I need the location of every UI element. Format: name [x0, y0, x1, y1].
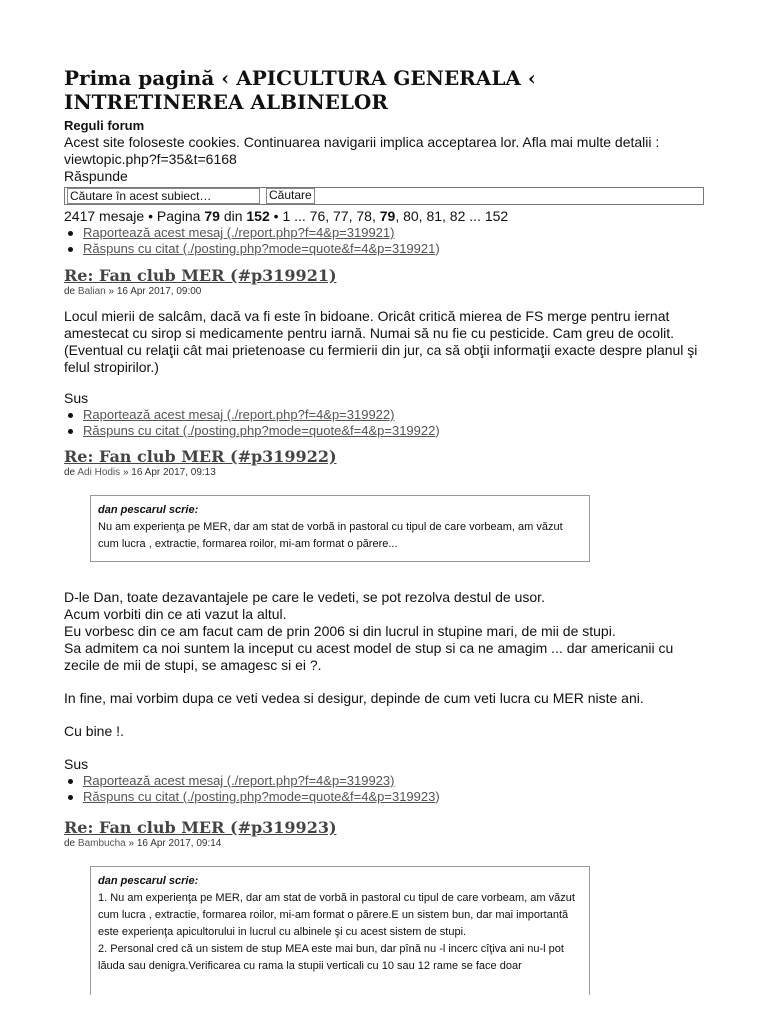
page-links-before[interactable]: 1 ... 76, 77, 78,: [282, 208, 376, 224]
quote-cite: dan pescarul scrie:: [98, 875, 199, 887]
post-body: D-le Dan, toate dezavantajele pe care le vedeti, se pot rezolva destul de usor. Acum vorbiti din ce ati vazut la altul. Eu vorbesc din ce am facut cam de prin 2006 si din lucrul in stupine mari, de mii de stupi. Sa admitem ca noi suntem la inceput cu acest model de stup si ca ne amagim ... dar americanii cu zecile de mii de stupi, se amagesc si ei ?. In fine, mai vorbim dupa ce veti vedea si desigur, depinde de cum veti lucra cu MER niste ani. Cu bine !.: [64, 589, 674, 739]
post-actions: [64, 773, 704, 805]
post-date: » 16 Apr 2017, 09:13: [122, 467, 216, 478]
post-date: » 16 Apr 2017, 09:14: [128, 838, 222, 849]
reply-link[interactable]: Răspunde: [64, 168, 128, 184]
report-link[interactable]: Raportează acest mesaj (./report.php?f=4&p=319921): [83, 225, 395, 240]
quote-text: 1. Nu am experienţa pe MER, dar am stat de vorbă in pastoral cu tipul de care vorbeam, am văzut cum lucra , extractie, formarea roilor, mi-am format o părere.E un sistem bun, dar mai importantă este experienţa apicultorului in lucrul cu albinele şi cu acest sistem de stupi.: [98, 892, 575, 938]
page-label: Pagina: [156, 208, 201, 224]
post: [64, 818, 704, 995]
quote-text: 2. Personal cred că un sistem de stup MEA este mai bun, dar pînă nu -l incerc cîţiva ani nu-l pot lăuda sau denigra.Verificarea cu rama la stupii verticali cu 10 sau 12 rame se face doar: [98, 943, 564, 972]
post-title[interactable]: Re: Fan club MER (#p319922): [64, 447, 337, 466]
search-button[interactable]: Căutare: [266, 188, 315, 204]
report-link[interactable]: Raportează acest mesaj (./report.php?f=4&p=319922): [83, 407, 395, 422]
back-to-top-link[interactable]: Sus: [64, 390, 89, 406]
cookie-notice: Acest site foloseste cookies. Continuarea navigarii implica acceptarea lor. Afla mai multe detalii :: [64, 134, 660, 150]
post-meta: de Bambucha » 16 Apr 2017, 09:14: [64, 838, 222, 849]
back-to-top-link[interactable]: Sus: [64, 756, 89, 772]
forum-rules-link[interactable]: Reguli forum: [64, 118, 145, 133]
quote-link[interactable]: Răspuns cu citat (./posting.php?mode=quote&f=4&p=319922: [83, 423, 436, 438]
list-item: Răspuns cu citat (./posting.php?mode=quote&f=4&p=319923): [83, 789, 704, 805]
current-page: 79: [204, 208, 220, 224]
total-pages: 152: [246, 208, 270, 224]
list-item: [83, 225, 704, 241]
list-item: [83, 773, 704, 789]
post-count: 2417 mesaje: [64, 208, 145, 224]
active-page: 79: [379, 208, 396, 224]
quote-text: Nu am experienţa pe MER, dar am stat de vorbă in pastoral cu tipul de care vorbeam, am văzut cum lucra , extractie, formarea roilor, mi-am format o părere...: [98, 521, 563, 550]
post-actions: [64, 407, 704, 439]
list-item: [83, 407, 704, 423]
page-of: din: [223, 208, 243, 224]
quote-link[interactable]: Răspuns cu citat (./posting.php?mode=quote&f=4&p=319923: [83, 789, 436, 804]
post-title[interactable]: Re: Fan club MER (#p319921): [64, 266, 337, 285]
post-author[interactable]: Balian: [77, 286, 106, 297]
quote-cite: dan pescarul scrie:: [98, 504, 199, 516]
pagination: 2417 mesaje • Pagina 79 din 152 • 1 ... 76, 77, 78, 79, 80, 81, 82 ... 152: [64, 208, 509, 224]
post-body: Locul mierii de salcâm, dacă va fi este în bidoane. Oricât critică mierea de FS merge pentru iernat amestecat cu sirop si medicamente pentru iarnă. Numai să nu fie cu pesticide. Cam greu de ocolit. (Eventual cu relaţii cât mai prietenoase cu fermierii din jur, ca să obţii informaţii exacte despre planul şi felul stropirilor.): [64, 308, 698, 375]
post-author[interactable]: Bambucha: [77, 838, 126, 849]
quote-block: [90, 495, 590, 562]
search-input[interactable]: Căutare în acest subiect…: [67, 188, 260, 204]
cookie-link[interactable]: viewtopic.php?f=35&t=6168: [64, 151, 237, 167]
top-actions: [64, 225, 704, 257]
page-links-after[interactable]: , 80, 81, 82 ... 152: [395, 208, 509, 224]
post: [64, 266, 704, 439]
quote-block: [90, 866, 590, 995]
post-date: » 16 Apr 2017, 09:00: [108, 286, 202, 297]
quote-link[interactable]: Răspuns cu citat (./posting.php?mode=quote&f=4&p=319921: [83, 241, 436, 256]
post-title[interactable]: Re: Fan club MER (#p319923): [64, 818, 337, 837]
post-meta: de Adi Hodis » 16 Apr 2017, 09:13: [64, 467, 216, 478]
post-author[interactable]: Adi Hodis: [77, 467, 121, 478]
search-box: [64, 187, 704, 205]
list-item: Răspuns cu citat (./posting.php?mode=quote&f=4&p=319921): [83, 241, 704, 257]
post: [64, 447, 704, 805]
list-item: Răspuns cu citat (./posting.php?mode=quote&f=4&p=319922): [83, 423, 704, 439]
post-meta: de Balian » 16 Apr 2017, 09:00: [64, 286, 202, 297]
report-link[interactable]: Raportează acest mesaj (./report.php?f=4&p=319923): [83, 773, 395, 788]
page-title: Prima pagină ‹ APICULTURA GENERALA ‹ INTRETINEREA ALBINELOR: [64, 66, 536, 114]
